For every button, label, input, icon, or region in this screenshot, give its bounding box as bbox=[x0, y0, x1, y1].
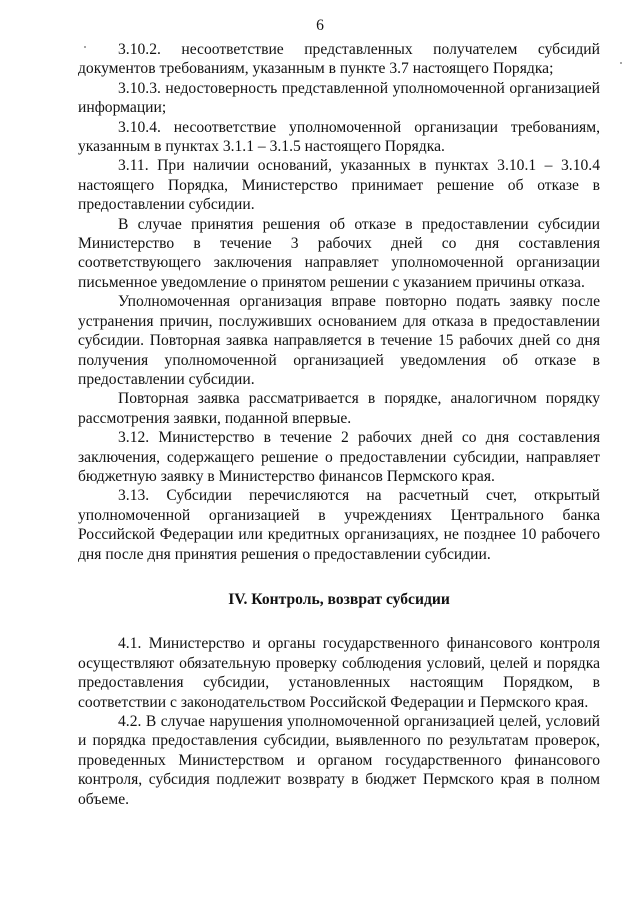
paragraph-4-1: 4.1. Министерство и органы государственного финансового контроля осуществляют обязательную проверку соблюдения условий, целей и порядка предоставления субсидии, установленных настоящим Порядком, в соответствии с законодательством Российской Федерации и Пермского края. bbox=[78, 635, 600, 711]
paragraph-3-13: 3.13. Субсидии перечисляются на расчетный счет, открытый уполномоченной организацией в учреждениях Центрального банка Российской Федерации или кредитных организациях, не позднее 10 рабочего дня после дня принятия решения о предоставлении субсидии. bbox=[78, 487, 600, 563]
paragraph-resubmission-review: Повторная заявка рассматривается в порядке, аналогичном порядку рассмотрения заявки, поданной впервые. bbox=[78, 390, 600, 427]
scan-speck bbox=[620, 62, 622, 64]
section-heading: IV. Контроль, возврат субсидии bbox=[228, 590, 450, 608]
paragraph-3-10-2: 3.10.2. несоответствие представленных получателем субсидий документов требованиям, указанным в пункте 3.7 настоящего Порядка; bbox=[78, 41, 600, 78]
page-number: 6 bbox=[316, 17, 324, 34]
paragraph-resubmission: Уполномоченная организация вправе повторно подать заявку после устранения причин, послуживших основанием для отказа в предоставлении субсидии. Повторная заявка направляется в течение 15 рабочих дней со дня получения уполномоченной организацией уведомления об отказе в предоставлении субсидии. bbox=[78, 293, 600, 388]
paragraph-4-2: 4.2. В случае нарушения уполномоченной организацией целей, условий и порядка предоставления субсидии, выявленного по результатам проверок, проведенных Министерством и органом государственного финансового контроля, субсидия подлежит возврату в бюджет Пермского края в полном объеме. bbox=[78, 713, 600, 808]
scan-speck bbox=[84, 46, 86, 48]
paragraph-3-11: 3.11. При наличии оснований, указанных в пунктах 3.10.1 – 3.10.4 настоящего Порядка, Министерство принимает решение об отказе в предоставлении субсидии. bbox=[78, 157, 600, 214]
paragraph-refusal-notice: В случае принятия решения об отказе в предоставлении субсидии Министерство в течение 3 рабочих дней со дня составления соответствующего заключения направляет уполномоченной организации письменное уведомление о принятом решении с указанием причины отказа. bbox=[78, 215, 600, 291]
paragraph-3-12: 3.12. Министерство в течение 2 рабочих дней со дня составления заключения, содержащего решение о предоставлении субсидии, направляет бюджетную заявку в Министерство финансов Пермского края. bbox=[78, 429, 600, 485]
paragraph-3-10-3: 3.10.3. недостоверность представленной уполномоченной организацией информации; bbox=[78, 79, 600, 117]
paragraph-3-10-4: 3.10.4. несоответствие уполномоченной организации требованиям, указанным в пунктах 3.1.1 – 3.1.5 настоящего Порядка. bbox=[78, 118, 600, 156]
document-body bbox=[78, 40, 600, 809]
